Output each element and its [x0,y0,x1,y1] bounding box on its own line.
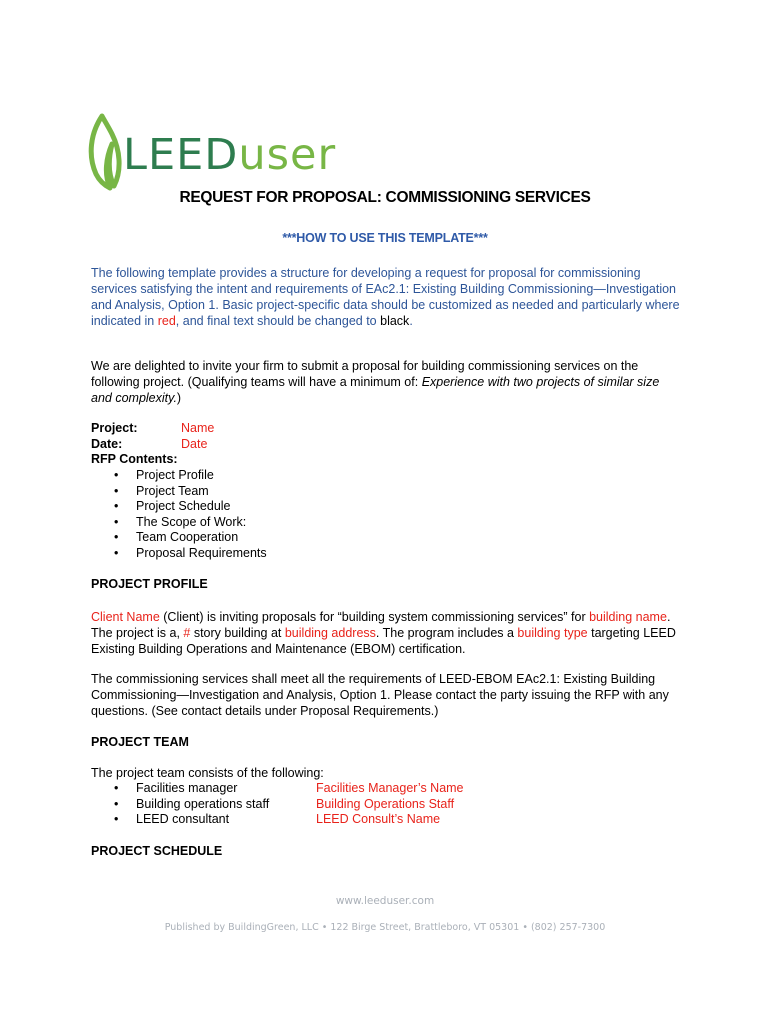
intro-text-1: The following template provides a structure for developing a request for proposal for commissioning services satisfying the intent and requirements of EAc2.1: Existing Building Commissioning—Investigation and Analysis, Option 1. Basic project-specific data should be customized as needed and particularly where indicated in [91,266,680,328]
team-member-placeholder: Building Operations Staff [316,796,455,811]
list-item [110,812,441,828]
project-profile-heading: PROJECT PROFILE [91,577,208,591]
date-value: Date [181,437,208,451]
intro-text-2: , and final text should be changed to [175,314,381,328]
footer-url[interactable]: www.leeduser.com [335,895,435,907]
howto-heading: ***HOW TO USE THIS TEMPLATE*** [282,231,488,245]
invitation-paragraph [91,358,681,406]
team-member-placeholder: LEED Consult’s Name [316,812,441,827]
building-address-placeholder: building address [284,626,376,640]
rfp-contents-field [91,452,178,468]
client-name-placeholder: Client Name [91,610,160,624]
profile-text: . The project is a, [91,610,671,640]
team-role: Facilities manager [136,781,238,795]
intro-text-3: . [409,314,413,328]
invite-italic: Experience with two projects of similar size and complexity. [91,375,660,405]
story-count-placeholder: # [183,626,191,640]
list-item: • The Scope of Work: [110,515,267,531]
invite-text-1: We are delighted to invite your firm to submit a proposal for building commissioning services on the following project. (Qualifying teams will have a minimum of: [91,359,639,389]
team-member-placeholder: Facilities Manager’s Name [316,781,464,795]
date-label: Date: [91,437,123,451]
intro-black-word: black [380,314,410,328]
template-instructions [91,265,681,329]
list-item: • Project Schedule [110,499,267,515]
invite-text-2: ) [176,391,182,405]
list-item: • Project Team [110,484,267,500]
project-team-heading: PROJECT TEAM [91,735,189,749]
list-item: • Proposal Requirements [110,546,267,562]
project-team-list [110,781,464,828]
profile-text: (Client) is inviting proposals for “building system commissioning services” for [159,610,590,624]
list-item [110,781,464,797]
project-profile-paragraph [91,609,681,657]
project-schedule-heading: PROJECT SCHEDULE [91,844,223,858]
profile-text: targeting LEED Existing Building Operations and Maintenance (EBOM) certification. [91,626,676,656]
list-item: • Team Cooperation [110,530,267,546]
team-role: Building operations staff [136,796,270,811]
logo-part-leed: LEED [123,130,239,180]
logo-part-user: user [238,130,337,180]
project-value: Name [181,421,215,435]
leeduser-logo [123,125,336,185]
profile-text: story building at [190,626,285,640]
building-name-placeholder: building name [589,610,667,624]
building-type-placeholder: building type [517,626,588,640]
project-field [91,421,214,437]
project-label: Project: [91,421,138,435]
profile-text: . The program includes a [375,626,518,640]
list-item: • Project Profile [110,468,267,484]
rfp-contents-label: RFP Contents: [91,452,178,466]
intro-red-word: red [157,314,176,328]
project-team-intro: The project team consists of the following: [91,766,324,780]
document-title: REQUEST FOR PROPOSAL: COMMISSIONING SERVICES [179,189,591,206]
team-role: LEED consultant [136,812,230,827]
date-field [91,437,207,453]
commissioning-requirements-paragraph: The commissioning services shall meet all the requirements of LEED-EBOM EAc2.1: Existing Building Commissioning—Investigation and Analysis, Option 1. Please contact the party issuing the RFP with any questions. (See contact details under Proposal Requirements.) [91,672,669,718]
footer-publisher: Published by BuildingGreen, LLC • 122 Birge Street, Brattleboro, VT 05301 • (802) 257-7300 [164,922,606,933]
rfp-contents-list [110,468,267,562]
list-item [110,796,455,813]
